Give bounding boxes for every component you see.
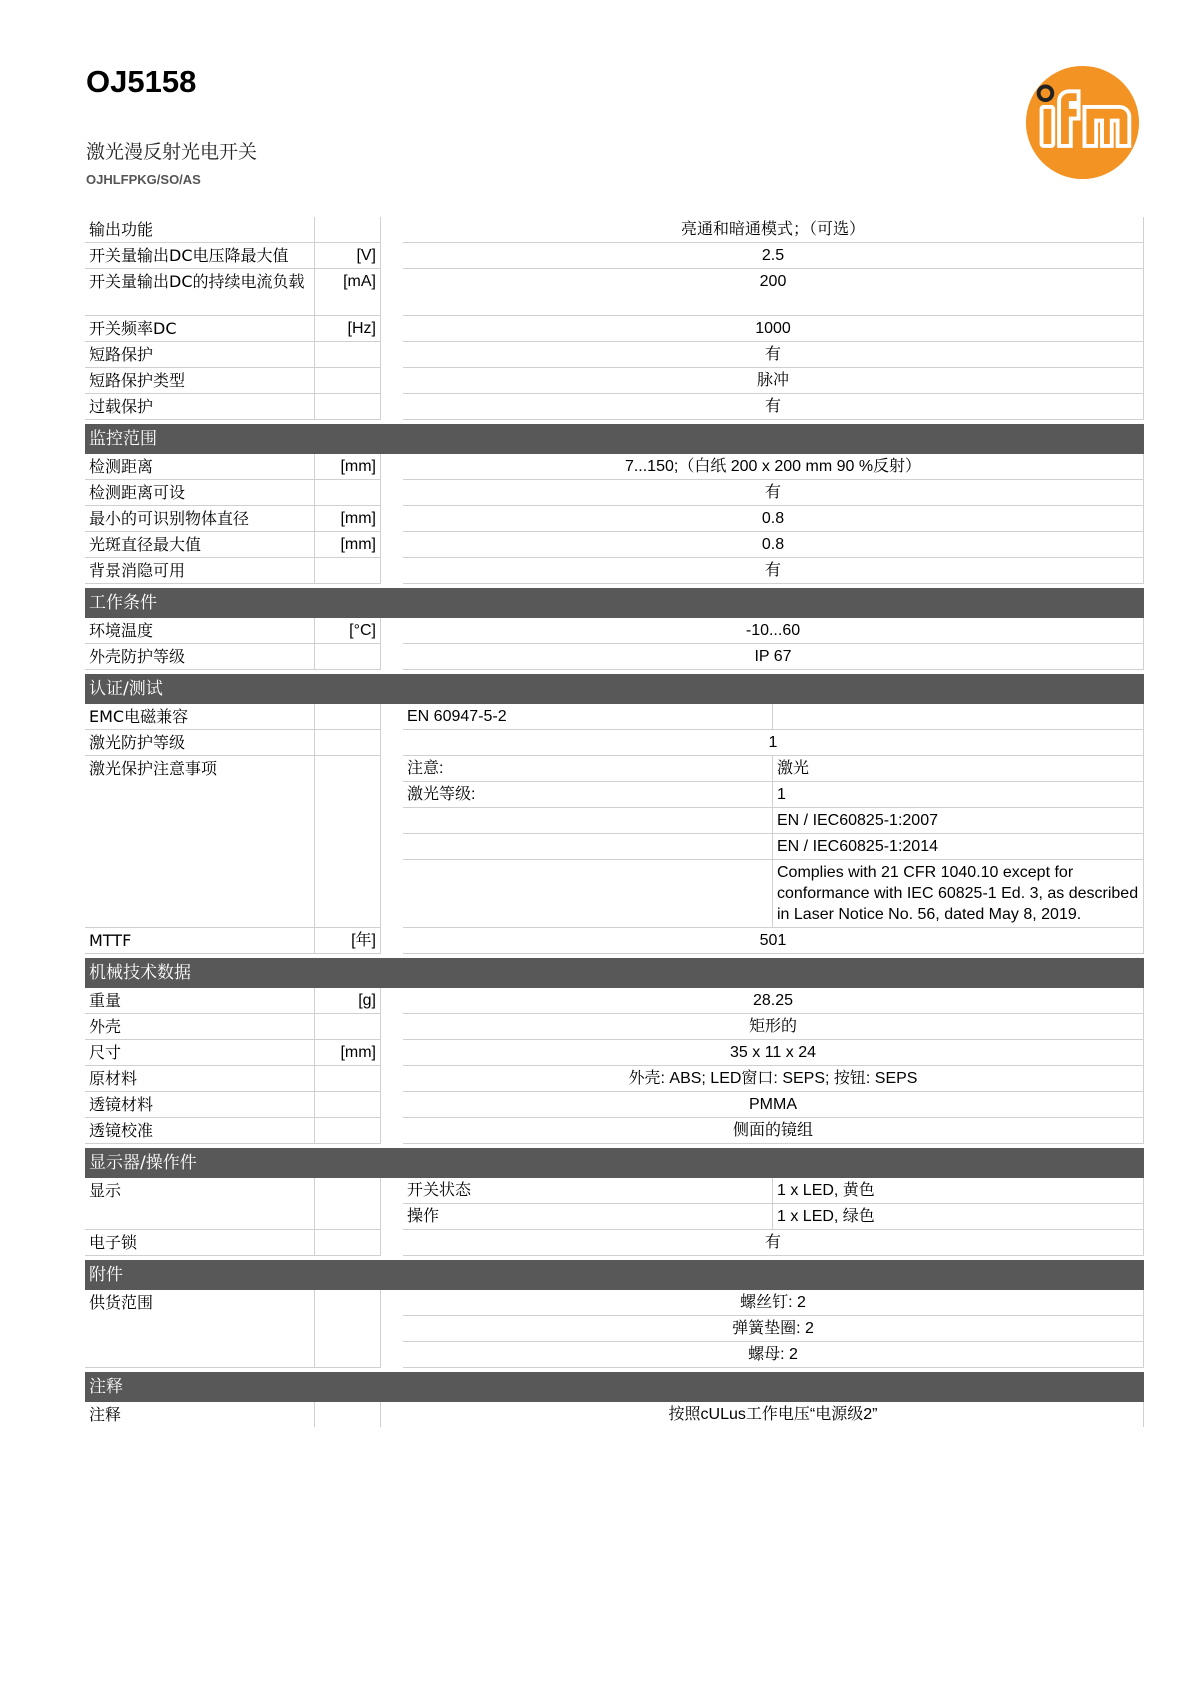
- spec-label: 原材料: [85, 1066, 315, 1092]
- spec-row: [85, 644, 1144, 670]
- spec-value: 螺母: 2: [403, 1342, 1144, 1368]
- spec-value: 有: [403, 1230, 1144, 1256]
- spec-row: [85, 1118, 1144, 1144]
- spec-label: 光斑直径最大值: [85, 532, 315, 558]
- spec-unit: [Hz]: [315, 316, 381, 342]
- spec-row: [85, 342, 1144, 368]
- spec-value: 侧面的镜组: [403, 1118, 1144, 1144]
- spec-label: 透镜校准: [85, 1118, 315, 1144]
- spec-sublabel: 注意:: [403, 756, 773, 782]
- spec-value: 有: [403, 394, 1144, 420]
- spec-label: 尺寸: [85, 1040, 315, 1066]
- section-header: [85, 1260, 1144, 1290]
- spec-value: 矩形的: [403, 1014, 1144, 1040]
- spec-label: 供货范围: [85, 1290, 315, 1368]
- spec-value: 有: [403, 342, 1144, 368]
- spec-row: [85, 532, 1144, 558]
- spec-label: 过载保护: [85, 394, 315, 420]
- spec-row: [85, 217, 1144, 243]
- spec-value: 1: [403, 730, 1144, 756]
- section-title: 机械技术数据: [85, 958, 1144, 988]
- spec-value: 1: [773, 782, 1144, 808]
- spec-value: 1 x LED, 绿色: [773, 1204, 1144, 1230]
- spec-row: [85, 1290, 1144, 1316]
- spec-row: [85, 756, 1144, 782]
- spec-sublabel: 开关状态: [403, 1178, 773, 1204]
- spec-value: 有: [403, 480, 1144, 506]
- spec-value: 35 x 11 x 24: [403, 1040, 1144, 1066]
- spec-value: 28.25: [403, 988, 1144, 1014]
- spec-label: 开关量输出DC电压降最大值: [85, 243, 315, 269]
- spec-label: 环境温度: [85, 618, 315, 644]
- spec-unit: [mm]: [315, 454, 381, 480]
- section-header: [85, 674, 1144, 704]
- spec-value: 按照cULus工作电压“电源级2”: [403, 1402, 1144, 1427]
- spec-row: [85, 1092, 1144, 1118]
- spec-row: [85, 1066, 1144, 1092]
- spec-unit: [mm]: [315, 506, 381, 532]
- spec-label: 激光防护等级: [85, 730, 315, 756]
- spec-label: 注释: [85, 1402, 315, 1427]
- spec-label: 透镜材料: [85, 1092, 315, 1118]
- section-title: 注释: [85, 1372, 1144, 1402]
- spec-value: 200: [403, 269, 1144, 316]
- section-title: 监控范围: [85, 424, 1144, 454]
- spec-label: MTTF: [85, 928, 315, 954]
- section-title: 工作条件: [85, 588, 1144, 618]
- spec-sublabel: 操作: [403, 1204, 773, 1230]
- spec-label: 检测距离可设: [85, 480, 315, 506]
- spec-row: [85, 394, 1144, 420]
- spec-label: EMC电磁兼容: [85, 704, 315, 730]
- spec-value: 外壳: ABS; LED窗口: SEPS; 按钮: SEPS: [403, 1066, 1144, 1092]
- spec-value: 0.8: [403, 506, 1144, 532]
- spec-value: 1 x LED, 黄色: [773, 1178, 1144, 1204]
- spec-row: [85, 316, 1144, 342]
- section-header: [85, 1372, 1144, 1402]
- spec-label: 短路保护类型: [85, 368, 315, 394]
- spec-row: [85, 1178, 1144, 1204]
- spec-value: 0.8: [403, 532, 1144, 558]
- spec-row: [85, 243, 1144, 269]
- spec-value: PMMA: [403, 1092, 1144, 1118]
- spec-label: 检测距离: [85, 454, 315, 480]
- spec-row: [85, 1014, 1144, 1040]
- spec-row: [85, 506, 1144, 532]
- spec-value: 弹簧垫圈: 2: [403, 1316, 1144, 1342]
- spec-row: [85, 454, 1144, 480]
- spec-row: [85, 730, 1144, 756]
- spec-value: 亮通和暗通模式；（可选）: [403, 217, 1144, 243]
- spec-unit: [°C]: [315, 618, 381, 644]
- spec-value: EN / IEC60825-1:2007: [773, 808, 1144, 834]
- spec-label: 短路保护: [85, 342, 315, 368]
- spec-row: [85, 480, 1144, 506]
- spec-value: 螺丝钉: 2: [403, 1290, 1144, 1316]
- spec-label: 输出功能: [85, 217, 315, 243]
- spec-value: 1000: [403, 316, 1144, 342]
- section-header: [85, 588, 1144, 618]
- spec-value: -10...60: [403, 618, 1144, 644]
- spec-unit: [mA]: [315, 269, 381, 316]
- spec-row: [85, 368, 1144, 394]
- spec-row: [85, 1040, 1144, 1066]
- spec-row: [85, 1230, 1144, 1256]
- spec-value: 激光: [773, 756, 1144, 782]
- spec-row: [85, 988, 1144, 1014]
- spec-unit: [315, 217, 381, 243]
- spec-table: [85, 217, 1144, 1427]
- spec-row: [85, 928, 1144, 954]
- spec-value: IP 67: [403, 644, 1144, 670]
- section-header: [85, 424, 1144, 454]
- spec-label: 开关频率DC: [85, 316, 315, 342]
- spec-label: 最小的可识别物体直径: [85, 506, 315, 532]
- spec-label: 显示: [85, 1178, 315, 1230]
- section-title: 显示器/操作件: [85, 1148, 1144, 1178]
- spec-unit: [V]: [315, 243, 381, 269]
- spec-label: 激光保护注意事项: [85, 756, 315, 928]
- spec-unit: [mm]: [315, 532, 381, 558]
- spec-label: 背景消隐可用: [85, 558, 315, 584]
- spec-unit: [g]: [315, 988, 381, 1014]
- spec-value: EN / IEC60825-1:2014: [773, 834, 1144, 860]
- spec-label: 电子锁: [85, 1230, 315, 1256]
- section-title: 认证/测试: [85, 674, 1144, 704]
- spec-value: 2.5: [403, 243, 1144, 269]
- spec-row: [85, 1402, 1144, 1427]
- spec-row: [85, 618, 1144, 644]
- spec-row: [85, 269, 1144, 316]
- spec-value: EN 60947-5-2: [403, 704, 773, 730]
- spec-unit: [mm]: [315, 1040, 381, 1066]
- spec-row: [85, 558, 1144, 584]
- product-title: OJ5158: [86, 64, 197, 99]
- spec-row: [85, 704, 1144, 730]
- product-code: OJHLFPKG/SO/AS: [86, 172, 201, 187]
- spec-label: 外壳: [85, 1014, 315, 1040]
- spec-unit: [年]: [315, 928, 381, 954]
- spec-value: 有: [403, 558, 1144, 584]
- section-header: [85, 1148, 1144, 1178]
- spec-value: 501: [403, 928, 1144, 954]
- section-header: [85, 958, 1144, 988]
- product-subtitle: 激光漫反射光电开关: [86, 141, 258, 163]
- spec-value: Complies with 21 CFR 1040.10 except for conformance with IEC 60825-1 Ed. 3, as described in Laser Notice No. 56, dated May 8, 2019.: [773, 860, 1144, 928]
- ifm-logo: [1024, 64, 1141, 181]
- spec-value: 脉冲: [403, 368, 1144, 394]
- spec-sublabel: 激光等级:: [403, 782, 773, 808]
- spec-label: 开关量输出DC的持续电流负载: [85, 269, 315, 316]
- spec-label: 外壳防护等级: [85, 644, 315, 670]
- spec-label: 重量: [85, 988, 315, 1014]
- section-title: 附件: [85, 1260, 1144, 1290]
- spec-value: 7...150;（白纸 200 x 200 mm 90 %反射）: [403, 454, 1144, 480]
